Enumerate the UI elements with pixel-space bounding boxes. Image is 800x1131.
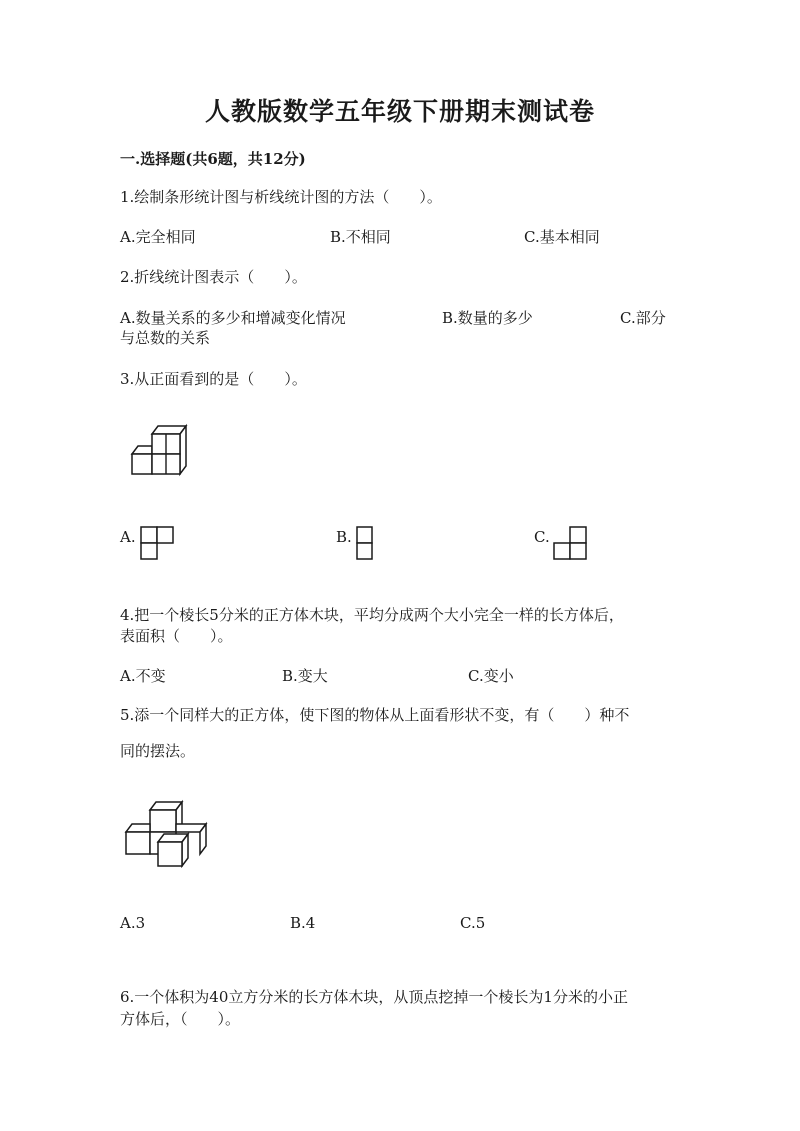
question-1-option-b[interactable]: B.不相同 bbox=[330, 228, 391, 246]
question-2-option-a[interactable]: A.数量关系的多少和增减变化情况 bbox=[120, 309, 346, 327]
question-3-option-c-figure[interactable] bbox=[552, 526, 588, 562]
question-6-stem-line-2: 方体后，（ ）。 bbox=[120, 1010, 241, 1028]
question-5-stem-line-2: 同的摆法。 bbox=[120, 742, 196, 760]
page-title: 人教版数学五年级下册期末测试卷 bbox=[204, 97, 595, 126]
question-5-stem-line-1: 5.添一个同样大的正方体，使下图的物体从上面看形状不变，有（ ）种不 bbox=[120, 706, 630, 724]
question-6-stem-line-1: 6.一个体积为40立方分米的长方体木块，从顶点挖掉一个棱长为1分米的小正 bbox=[120, 988, 628, 1006]
question-1-option-c[interactable]: C.基本相同 bbox=[524, 228, 600, 246]
question-5-option-c[interactable]: C.5 bbox=[460, 914, 486, 932]
question-1-stem: 1.绘制条形统计图与析线统计图的方法（ ）。 bbox=[120, 188, 442, 206]
question-4-option-a[interactable]: A.不变 bbox=[120, 667, 166, 685]
question-2-option-c-continued: 与总数的关系 bbox=[120, 329, 211, 347]
question-4-stem-line-1: 4.把一个棱长5分米的正方体木块，平均分成两个大小完全一样的长方体后， bbox=[120, 606, 624, 624]
question-3-option-a-figure[interactable] bbox=[140, 526, 176, 562]
question-4-option-b[interactable]: B.变大 bbox=[282, 667, 328, 685]
section-heading: 一.选择题(共6题，共12分) bbox=[120, 150, 306, 168]
question-4-stem-line-2: 表面积（ ）。 bbox=[120, 627, 233, 645]
question-2-option-b[interactable]: B.数量的多少 bbox=[442, 309, 533, 327]
question-2-option-c[interactable]: C.部分 bbox=[620, 309, 666, 327]
question-4-option-c[interactable]: C.变小 bbox=[468, 667, 514, 685]
question-5-option-b[interactable]: B.4 bbox=[290, 914, 316, 932]
question-3-option-c[interactable]: C. bbox=[534, 528, 550, 546]
question-5-cube-figure bbox=[124, 798, 210, 868]
question-3-option-a[interactable]: A. bbox=[120, 528, 136, 546]
question-3-option-b[interactable]: B. bbox=[336, 528, 352, 546]
question-2-stem: 2.折线统计图表示（ ）。 bbox=[120, 268, 307, 286]
question-5-option-a[interactable]: A.3 bbox=[120, 914, 146, 932]
question-1-option-a[interactable]: A.完全相同 bbox=[120, 228, 196, 246]
question-3-stem: 3.从正面看到的是（ ）。 bbox=[120, 370, 307, 388]
question-3-option-b-figure[interactable] bbox=[356, 526, 374, 562]
question-3-cube-figure bbox=[128, 422, 192, 478]
